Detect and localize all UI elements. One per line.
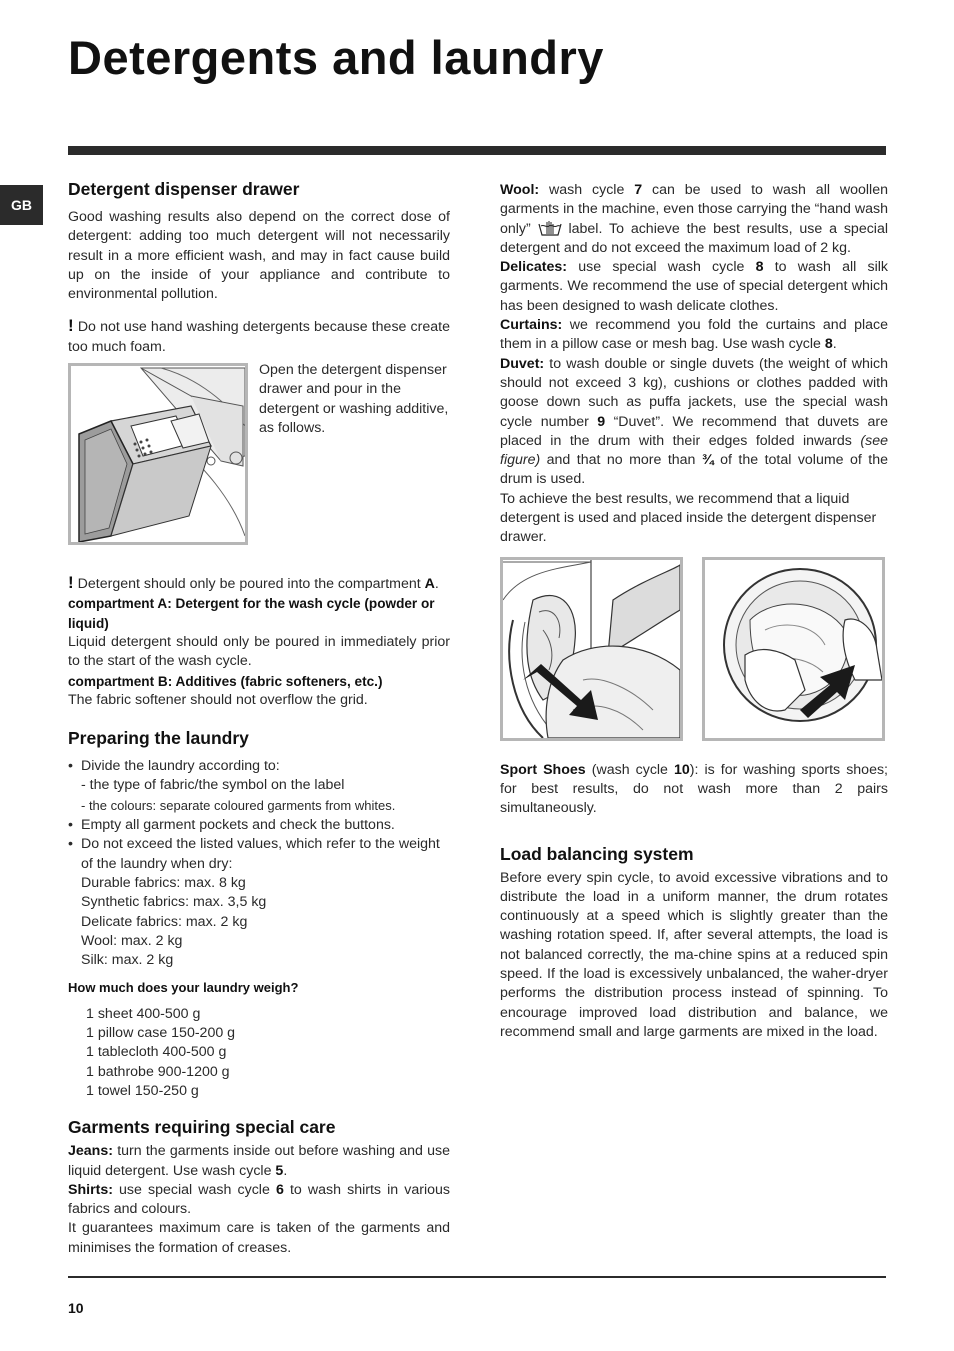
compartment-b-title: compartment B: Additives (fabric softeners, etc.) bbox=[68, 673, 383, 689]
load-balancing-text: Before every spin cycle, to avoid excessive vibrations and to distribute the load in a uniform manner, the drum rotates continuously at a speed which is slightly greater than the washing rotation speed. If, after several attempts, the load is not balanced correctly, the ma-chine spins at a reduced spin speed. If the load is excessively unbalanced, the waher-dryer performs the distribution process instead of spinning. To encourage improved load distribution and balance, we recommend small and large garments are mixed in the load. bbox=[500, 869, 888, 1040]
special-care-heading: Garments requiring special care bbox=[68, 1117, 336, 1138]
wool-label: Wool: bbox=[500, 182, 540, 198]
duvet-text: of the total volume of the drum is used. bbox=[500, 452, 888, 488]
cycle-number: 5 bbox=[275, 1162, 284, 1179]
shirts-paragraph bbox=[68, 1181, 450, 1220]
preparing-heading: Preparing the laundry bbox=[68, 728, 249, 749]
duvet-label: Duvet: bbox=[500, 355, 545, 372]
cycle-number: 8 bbox=[755, 259, 764, 276]
cycle-number: 7 bbox=[634, 182, 643, 198]
list-item: 1 bathrobe 900-1200 g bbox=[86, 1063, 230, 1080]
dispenser-drawer-illustration bbox=[71, 366, 245, 542]
warning-mark-icon: ! bbox=[68, 316, 74, 336]
duvet-text: and that no more than bbox=[546, 452, 696, 469]
shirts-label: Shirts: bbox=[68, 1181, 113, 1198]
sport-shoes-paragraph bbox=[500, 761, 888, 819]
duvet-figures bbox=[500, 557, 888, 741]
bullet-text: Divide the laundry according to: bbox=[81, 758, 280, 775]
limit-item: Delicate fabrics: max. 2 kg bbox=[81, 913, 248, 930]
warning-mark-icon: ! bbox=[68, 573, 74, 593]
fraction: ¾ bbox=[701, 452, 714, 469]
shirts-text: to wash shirts in various fabrics and colours. bbox=[68, 1181, 450, 1218]
list-item bbox=[68, 835, 450, 970]
load-balancing-heading: Load balancing system bbox=[500, 843, 694, 864]
delicates-paragraph bbox=[500, 258, 888, 316]
bullet-text: Do not exceed the listed values, which refer to the weight of the laundry when dry: bbox=[81, 836, 440, 872]
compartment-a-title: compartment A: Detergent for the wash cycle (powder or liquid) bbox=[68, 596, 435, 631]
warning-text: Do not use hand washing detergents because these create too much foam. bbox=[68, 319, 450, 355]
hand-wash-symbol-icon bbox=[538, 220, 562, 236]
duvet-figure-left bbox=[500, 557, 683, 741]
cycle-number: 8 bbox=[824, 336, 833, 353]
duvet-extra: To achieve the best results, we recommend that a liquid detergent is used and placed inside the detergent dispenser drawer. bbox=[500, 490, 877, 546]
top-divider bbox=[68, 146, 886, 155]
shirts-text: use special wash cycle bbox=[119, 1181, 270, 1198]
dispenser-figure-block bbox=[68, 361, 450, 551]
left-column bbox=[68, 178, 450, 1258]
dispenser-heading: Detergent dispenser drawer bbox=[68, 179, 300, 199]
duvet-text: to wash double or single duvets (the weight of which should not exceed 3 kg), cushions or clothes padded with goose down such as puffa jackets, use the special wash cycle number bbox=[500, 355, 888, 430]
warning-hand-wash bbox=[68, 316, 450, 357]
limit-item: Wool: max. 2 kg bbox=[81, 932, 183, 949]
language-tab: GB bbox=[0, 185, 43, 225]
shirts-extra: It guarantees maximum care is taken of the garments and minimises the formation of creases. bbox=[68, 1220, 450, 1256]
sport-shoes-text: ): is for washing sports shoes; for best results, do not wash more than 2 pairs simultaneously. bbox=[500, 761, 888, 817]
sub-item: - the colours: separate coloured garments from whites. bbox=[81, 797, 396, 813]
jeans-paragraph: Jeans: turn the garments inside out before washing and use liquid detergent. Use wash cycle 5. bbox=[68, 1143, 450, 1179]
delicates-text: use special wash cycle bbox=[578, 259, 745, 276]
warning-compartment-text: Detergent should only be poured into the compartment bbox=[77, 576, 421, 593]
list-item bbox=[68, 757, 450, 816]
jeans-text: turn the garments inside out before washing and use liquid detergent. Use wash cycle bbox=[68, 1143, 450, 1179]
see-figure-note: (see figure) bbox=[500, 432, 888, 469]
wool-paragraph bbox=[500, 181, 888, 258]
warning-compartment bbox=[68, 573, 450, 594]
limit-item: Silk: max. 2 kg bbox=[81, 952, 174, 969]
wool-text: wash cycle bbox=[549, 182, 625, 198]
cycle-number: 6 bbox=[275, 1181, 284, 1198]
open-drawer-text: Open the detergent dispenser drawer and pour in the detergent or washing additive, as follows. bbox=[259, 362, 449, 436]
duvet-paragraph bbox=[500, 355, 888, 490]
right-column bbox=[500, 181, 888, 1042]
dispenser-intro: Good washing results also depend on the correct dose of detergent: adding too much detergent will not necessarily result in a more efficient wash, and may in fact cause build up on the inside of your appliance and contribute to environmental pollution. bbox=[68, 209, 450, 303]
cycle-number: 10 bbox=[674, 761, 690, 778]
curtains-text: we recommend you fold the curtains and place them in a pillow case or mesh bag. Use wash cycle bbox=[500, 317, 888, 353]
list-item: 1 sheet 400-500 g bbox=[86, 1005, 201, 1022]
compartment-letter: A bbox=[424, 576, 435, 593]
list-item: • Empty all garment pockets and check the buttons. bbox=[68, 816, 450, 835]
weigh-heading: How much does your laundry weigh? bbox=[68, 980, 299, 996]
page-title: Detergents and laundry bbox=[68, 31, 604, 84]
duvet-figure-right bbox=[702, 557, 885, 741]
page-number: 10 bbox=[68, 1300, 84, 1316]
limit-item: Durable fabrics: max. 8 kg bbox=[81, 874, 246, 891]
list-item: 1 tablecloth 400-500 g bbox=[86, 1044, 227, 1061]
duvet-folding-illustration bbox=[705, 560, 882, 738]
delicates-label: Delicates: bbox=[500, 259, 568, 276]
sport-shoes-text: (wash cycle bbox=[591, 761, 668, 778]
wool-text: label. To achieve the best results, use a special detergent and do not exceed the maximum load of 2 kg. bbox=[500, 220, 888, 256]
preparing-list bbox=[68, 757, 450, 970]
dispenser-drawer-figure bbox=[68, 363, 248, 545]
wool-text: can be used to wash all woollen garments in the machine, even those carrying the “hand wash only” bbox=[500, 182, 889, 237]
curtains-label: Curtains: bbox=[500, 317, 563, 334]
limit-item: Synthetic fabrics: max. 3,5 kg bbox=[81, 894, 267, 911]
jeans-label: Jeans: bbox=[68, 1143, 113, 1160]
period: . bbox=[434, 576, 439, 593]
curtains-paragraph: Curtains: we recommend you fold the curtains and place them in a pillow case or mesh bag. Use wash cycle 8. bbox=[500, 317, 888, 353]
cycle-number: 9 bbox=[597, 413, 606, 430]
sub-item: - the type of fabric/the symbol on the label bbox=[81, 777, 345, 794]
duvet-text: “Duvet”. We recommend that duvets are placed in the drum with their edges folded inwards bbox=[500, 413, 888, 449]
compartment-b-text: The fabric softener should not overflow the grid. bbox=[68, 691, 368, 708]
weights-list bbox=[68, 1005, 450, 1101]
delicates-text: to wash all silk garments. We recommend the use of special detergent which has been designed to wash delicate clothes. bbox=[500, 259, 888, 314]
list-item: 1 pillow case 150-200 g bbox=[86, 1025, 236, 1042]
duvet-loading-illustration bbox=[503, 560, 680, 738]
bottom-divider bbox=[68, 1276, 886, 1278]
list-item: 1 towel 150-250 g bbox=[86, 1082, 199, 1099]
sport-shoes-label: Sport Shoes bbox=[500, 761, 586, 778]
compartment-a-text: Liquid detergent should only be poured in immediately prior to the start of the wash cycle. bbox=[68, 633, 450, 670]
